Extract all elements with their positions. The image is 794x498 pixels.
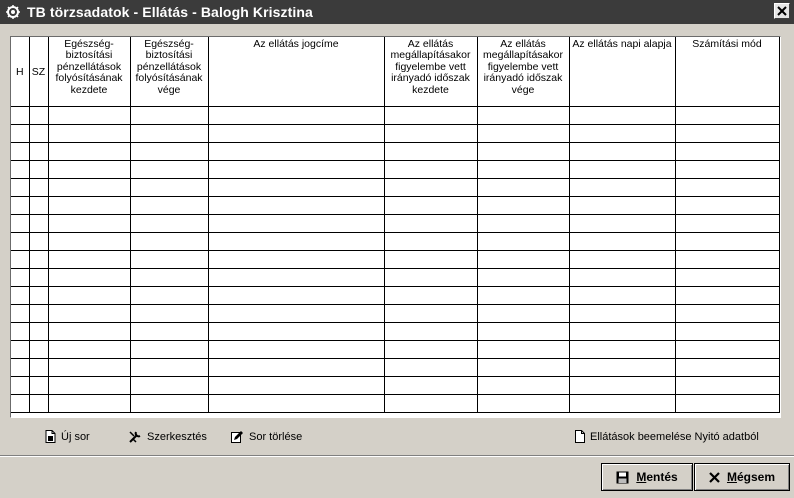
- edit-delete-icon: [231, 430, 244, 443]
- table-cell[interactable]: [384, 215, 477, 233]
- table-cell[interactable]: [675, 251, 779, 269]
- table-cell[interactable]: [130, 359, 208, 377]
- table-row[interactable]: [11, 107, 779, 125]
- table-cell[interactable]: [130, 323, 208, 341]
- table-cell[interactable]: [675, 143, 779, 161]
- table-cell[interactable]: [208, 395, 384, 413]
- table-cell[interactable]: [48, 161, 130, 179]
- table-row[interactable]: [11, 377, 779, 395]
- table-row[interactable]: [11, 323, 779, 341]
- table-cell[interactable]: [48, 197, 130, 215]
- table-cell[interactable]: [11, 233, 29, 251]
- table-cell[interactable]: [29, 233, 48, 251]
- cancel-label-rest: égsem: [736, 470, 776, 484]
- table-cell[interactable]: [675, 179, 779, 197]
- table-cell[interactable]: [569, 305, 675, 323]
- edit-label: Szerkesztés: [147, 431, 207, 443]
- table-cell[interactable]: [29, 107, 48, 125]
- delete-row-label: Sor törlése: [249, 430, 303, 443]
- table-cell[interactable]: [384, 233, 477, 251]
- close-button[interactable]: [774, 3, 790, 19]
- table-row[interactable]: [11, 233, 779, 251]
- app-icon: [5, 4, 21, 20]
- table-cell[interactable]: [477, 197, 569, 215]
- table-cell[interactable]: [208, 287, 384, 305]
- table-cell[interactable]: [29, 197, 48, 215]
- table-cell[interactable]: [675, 107, 779, 125]
- table-cell[interactable]: [29, 161, 48, 179]
- import-opening-data-button[interactable]: [575, 430, 759, 443]
- table-cell[interactable]: [384, 359, 477, 377]
- table-cell[interactable]: [208, 359, 384, 377]
- table-cell[interactable]: [29, 143, 48, 161]
- table-cell[interactable]: [384, 107, 477, 125]
- column-header-4[interactable]: Egészség-biztosítási pénzellátások folyósításának vége: [130, 37, 208, 107]
- table-cell[interactable]: [208, 269, 384, 287]
- table-cell[interactable]: [208, 107, 384, 125]
- table-cell[interactable]: [48, 125, 130, 143]
- table-cell[interactable]: [130, 179, 208, 197]
- table-cell[interactable]: [384, 161, 477, 179]
- table-cell[interactable]: [48, 215, 130, 233]
- table-cell[interactable]: [11, 143, 29, 161]
- table-cell[interactable]: [48, 233, 130, 251]
- table-cell[interactable]: [569, 287, 675, 305]
- table-cell[interactable]: [477, 179, 569, 197]
- table-cell[interactable]: [675, 359, 779, 377]
- table-cell[interactable]: [48, 305, 130, 323]
- table-cell[interactable]: [569, 179, 675, 197]
- table-cell[interactable]: [48, 251, 130, 269]
- table-cell[interactable]: [208, 251, 384, 269]
- table-cell[interactable]: [208, 179, 384, 197]
- table-cell[interactable]: [208, 143, 384, 161]
- cancel-button[interactable]: [694, 463, 790, 491]
- table-cell[interactable]: [130, 197, 208, 215]
- new-row-button[interactable]: [45, 430, 90, 443]
- table-cell[interactable]: [11, 305, 29, 323]
- table-row[interactable]: [11, 395, 779, 413]
- table-cell[interactable]: [384, 341, 477, 359]
- table-cell[interactable]: [675, 377, 779, 395]
- table-cell[interactable]: [675, 215, 779, 233]
- title-bar: [0, 0, 794, 24]
- table-cell[interactable]: [11, 197, 29, 215]
- table-cell[interactable]: [208, 215, 384, 233]
- table-cell[interactable]: [569, 395, 675, 413]
- column-header-9[interactable]: Számítási mód: [675, 37, 779, 107]
- table-cell[interactable]: [477, 107, 569, 125]
- table-cell[interactable]: [48, 143, 130, 161]
- table-cell[interactable]: [675, 305, 779, 323]
- table-cell[interactable]: [569, 341, 675, 359]
- table-cell[interactable]: [569, 161, 675, 179]
- tools-icon: [128, 430, 142, 444]
- table-cell[interactable]: [569, 197, 675, 215]
- table-cell[interactable]: [675, 341, 779, 359]
- table-cell[interactable]: [384, 377, 477, 395]
- table-cell[interactable]: [48, 323, 130, 341]
- column-header-1[interactable]: H: [11, 37, 29, 107]
- floppy-disk-icon: [616, 471, 629, 484]
- table-cell[interactable]: [208, 305, 384, 323]
- table-cell[interactable]: [384, 323, 477, 341]
- table-cell[interactable]: [569, 215, 675, 233]
- table-cell[interactable]: [130, 125, 208, 143]
- table-row[interactable]: [11, 197, 779, 215]
- table-cell[interactable]: [130, 341, 208, 359]
- column-header-8[interactable]: Az ellátás napi alapja: [569, 37, 675, 107]
- table-cell[interactable]: [29, 251, 48, 269]
- table-cell[interactable]: [208, 377, 384, 395]
- table-cell[interactable]: [48, 341, 130, 359]
- table-row[interactable]: [11, 215, 779, 233]
- table-cell[interactable]: [48, 179, 130, 197]
- table-cell[interactable]: [569, 323, 675, 341]
- table-cell[interactable]: [29, 305, 48, 323]
- table-cell[interactable]: [477, 125, 569, 143]
- table-cell[interactable]: [208, 323, 384, 341]
- table-cell[interactable]: [384, 179, 477, 197]
- table-row[interactable]: [11, 143, 779, 161]
- table-cell[interactable]: [208, 125, 384, 143]
- table-cell[interactable]: [569, 107, 675, 125]
- table-cell[interactable]: [11, 107, 29, 125]
- table-cell[interactable]: [11, 287, 29, 305]
- save-mnemonic: M: [636, 470, 647, 484]
- table-cell[interactable]: [477, 377, 569, 395]
- table-row[interactable]: [11, 179, 779, 197]
- table-cell[interactable]: [130, 251, 208, 269]
- new-row-label: Új sor: [61, 430, 90, 443]
- table-row[interactable]: [11, 341, 779, 359]
- table-cell[interactable]: [29, 215, 48, 233]
- table-cell[interactable]: [208, 161, 384, 179]
- table-cell[interactable]: [477, 359, 569, 377]
- table-cell[interactable]: [569, 251, 675, 269]
- table-cell[interactable]: [130, 143, 208, 161]
- table-cell[interactable]: [29, 125, 48, 143]
- table-cell[interactable]: [477, 395, 569, 413]
- table-cell[interactable]: [569, 269, 675, 287]
- table-cell[interactable]: [477, 341, 569, 359]
- table-cell[interactable]: [11, 323, 29, 341]
- table-cell[interactable]: [130, 161, 208, 179]
- table-cell[interactable]: [675, 395, 779, 413]
- table-cell[interactable]: [477, 305, 569, 323]
- table-cell[interactable]: [29, 359, 48, 377]
- table-cell[interactable]: [48, 107, 130, 125]
- grid-toolbar: [0, 424, 794, 452]
- table-cell[interactable]: [11, 125, 29, 143]
- table-cell[interactable]: [384, 143, 477, 161]
- table-cell[interactable]: [569, 359, 675, 377]
- table-cell[interactable]: [477, 323, 569, 341]
- table-cell[interactable]: [384, 395, 477, 413]
- grid-table: [11, 37, 780, 413]
- table-cell[interactable]: [384, 125, 477, 143]
- table-cell[interactable]: [11, 359, 29, 377]
- table-cell[interactable]: [477, 161, 569, 179]
- table-row[interactable]: [11, 251, 779, 269]
- table-cell[interactable]: [130, 377, 208, 395]
- table-cell[interactable]: [48, 359, 130, 377]
- table-cell[interactable]: [11, 269, 29, 287]
- table-cell[interactable]: [11, 341, 29, 359]
- table-cell[interactable]: [384, 197, 477, 215]
- table-cell[interactable]: [130, 233, 208, 251]
- header-row: [11, 37, 779, 107]
- delete-row-button[interactable]: [231, 430, 302, 443]
- table-row[interactable]: [11, 125, 779, 143]
- new-document-icon: [45, 430, 56, 443]
- table-row[interactable]: [11, 359, 779, 377]
- import-label: Ellátások beemelése Nyitó adatból: [590, 430, 759, 443]
- edit-button[interactable]: [128, 430, 207, 444]
- table-cell[interactable]: [384, 287, 477, 305]
- save-label-rest: entés: [646, 470, 678, 484]
- table-cell[interactable]: [384, 305, 477, 323]
- table-cell[interactable]: [29, 287, 48, 305]
- table-cell[interactable]: [29, 395, 48, 413]
- table-cell[interactable]: [569, 143, 675, 161]
- table-cell[interactable]: [48, 395, 130, 413]
- table-cell[interactable]: [48, 269, 130, 287]
- table-cell[interactable]: [569, 377, 675, 395]
- table-cell[interactable]: [29, 269, 48, 287]
- table-cell[interactable]: [675, 161, 779, 179]
- table-row[interactable]: [11, 269, 779, 287]
- close-icon: [777, 6, 787, 16]
- table-row[interactable]: [11, 161, 779, 179]
- table-row[interactable]: [11, 287, 779, 305]
- table-cell[interactable]: [29, 377, 48, 395]
- table-cell[interactable]: [130, 269, 208, 287]
- column-header-5[interactable]: Az ellátás jogcíme: [208, 37, 384, 107]
- table-cell[interactable]: [29, 179, 48, 197]
- table-cell[interactable]: [11, 395, 29, 413]
- table-cell[interactable]: [675, 233, 779, 251]
- table-cell[interactable]: [477, 269, 569, 287]
- table-cell[interactable]: [569, 125, 675, 143]
- table-cell[interactable]: [675, 125, 779, 143]
- table-cell[interactable]: [29, 323, 48, 341]
- table-cell[interactable]: [208, 341, 384, 359]
- table-cell[interactable]: [675, 287, 779, 305]
- table-cell[interactable]: [130, 287, 208, 305]
- table-cell[interactable]: [477, 233, 569, 251]
- table-cell[interactable]: [384, 251, 477, 269]
- save-button[interactable]: [601, 463, 693, 491]
- table-cell[interactable]: [29, 341, 48, 359]
- column-header-2[interactable]: SZ: [29, 37, 48, 107]
- table-cell[interactable]: [208, 197, 384, 215]
- table-cell[interactable]: [11, 179, 29, 197]
- table-cell[interactable]: [48, 287, 130, 305]
- table-cell[interactable]: [130, 395, 208, 413]
- cancel-mnemonic: M: [726, 470, 737, 484]
- table-cell[interactable]: [675, 269, 779, 287]
- table-cell[interactable]: [569, 233, 675, 251]
- table-cell[interactable]: [384, 269, 477, 287]
- separator: [0, 455, 794, 457]
- table-cell[interactable]: [11, 161, 29, 179]
- table-cell[interactable]: [130, 107, 208, 125]
- table-row[interactable]: [11, 305, 779, 323]
- data-grid[interactable]: [10, 36, 781, 418]
- table-cell[interactable]: [48, 377, 130, 395]
- table-cell[interactable]: [130, 215, 208, 233]
- table-cell[interactable]: [208, 233, 384, 251]
- column-header-6[interactable]: Az ellátás megállapításakor figyelembe vett irányadó időszak kezdete: [384, 37, 477, 107]
- column-header-7[interactable]: Az ellátás megállapításakor figyelembe vett irányadó időszak vége: [477, 37, 569, 107]
- cancel-x-icon: [709, 472, 720, 483]
- table-cell[interactable]: [477, 143, 569, 161]
- table-cell[interactable]: [675, 197, 779, 215]
- window-title: TB törzsadatok - Ellátás - Balogh Krisztina: [27, 4, 313, 20]
- table-cell[interactable]: [130, 305, 208, 323]
- column-header-3[interactable]: Egészség-biztosítási pénzellátások folyósításának kezdete: [48, 37, 130, 107]
- table-cell[interactable]: [11, 251, 29, 269]
- table-cell[interactable]: [11, 377, 29, 395]
- document-icon: [575, 430, 585, 443]
- table-cell[interactable]: [675, 323, 779, 341]
- table-cell[interactable]: [477, 215, 569, 233]
- table-cell[interactable]: [11, 215, 29, 233]
- table-cell[interactable]: [477, 251, 569, 269]
- table-cell[interactable]: [477, 287, 569, 305]
